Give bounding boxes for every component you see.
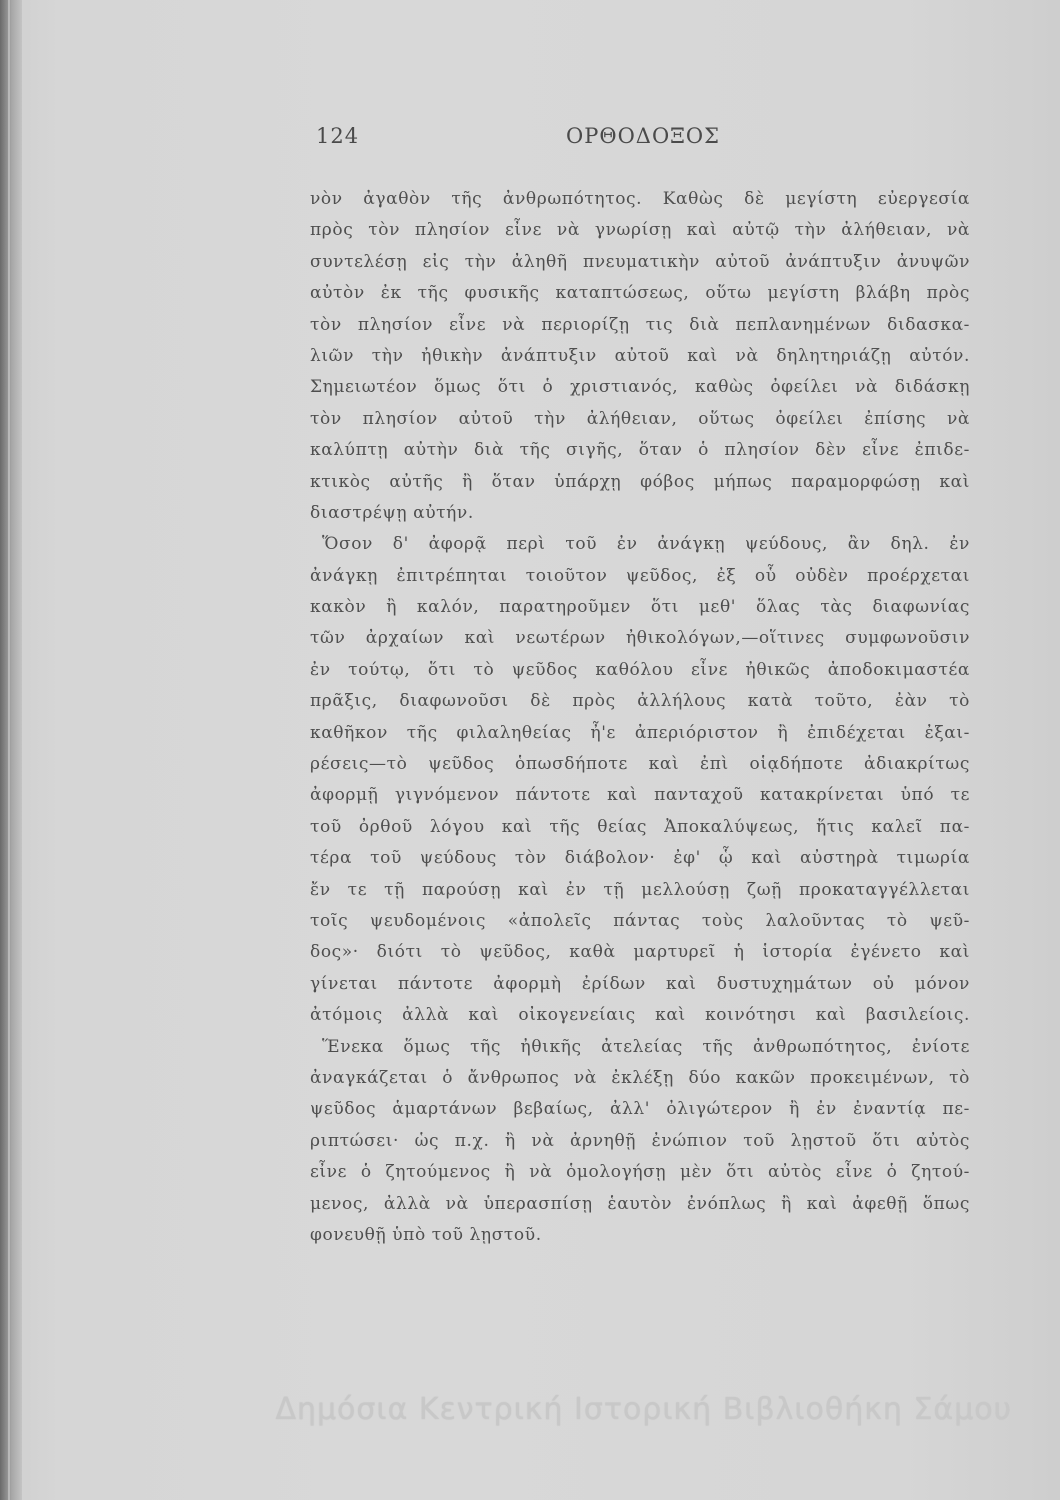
text-line: πρᾶξις, διαφωνοῦσι δὲ πρὸς ἀλλήλους κατὰ τοῦτο, ἐὰν τὸ — [310, 691, 970, 712]
text-line: κτικὸς αὐτῆς ἢ ὅταν ὑπάρχῃ φόβος μήπως παραμορφώσῃ καὶ — [310, 471, 970, 492]
text-line: φονευθῇ ὑπὸ τοῦ λῃστοῦ. — [310, 1224, 542, 1245]
text-line: ἔν τε τῇ παρούσῃ καὶ ἐν τῇ μελλούσῃ ζωῇ προκαταγγέλλεται — [310, 879, 970, 900]
text-line: καλύπτῃ αὐτὴν διὰ τῆς σιγῆς, ὅταν ὁ πλησίον δὲν εἶνε ἐπιδε- — [310, 440, 970, 461]
text-line: ἀτόμοις ἀλλὰ καὶ οἰκογενείαις καὶ κοινότησι καὶ βασιλείοις. — [310, 1005, 970, 1026]
text-line: ψεῦδος ἁμαρτάνων βεβαίως, ἀλλ' ὀλιγώτερον ἢ ἐν ἐναντίᾳ πε- — [310, 1099, 970, 1120]
text-line: πρὸς τὸν πλησίον εἶνε νὰ γνωρίσῃ καὶ αὐτῷ τὴν ἀλήθειαν, νὰ — [310, 220, 970, 241]
text-line: τῶν ἀρχαίων καὶ νεωτέρων ἠθικολόγων,—οἵτινες συμφωνοῦσιν — [310, 628, 970, 649]
text-line: Σημειωτέον ὅμως ὅτι ὁ χριστιανός, καθὼς ὀφείλει νὰ διδάσκῃ — [310, 377, 970, 398]
text-line: ἀναγκάζεται ὁ ἄνθρωπος νὰ ἐκλέξῃ δύο κακῶν προκειμένων, τὸ — [310, 1067, 970, 1088]
library-watermark: Δημόσια Κεντρική Ιστορική Βιβλιοθήκη Σάμου — [275, 1392, 1012, 1427]
text-line: τὸν πλησίον αὐτοῦ τὴν ἀλήθειαν, οὕτως ὀφείλει ἐπίσης νὰ — [310, 408, 970, 429]
text-line: τοῦ ὀρθοῦ λόγου καὶ τῆς θείας Ἀποκαλύψεως, ἥτις καλεῖ πα- — [310, 816, 970, 837]
text-line: μενος, ἀλλὰ νὰ ὑπερασπίσῃ ἑαυτὸν ἐνόπλως ἢ καὶ ἀφεθῇ ὅπως — [310, 1193, 970, 1214]
text-line: Ὅσον δ' ἀφορᾷ περὶ τοῦ ἐν ἀνάγκῃ ψεύδους, ἂν δηλ. ἐν — [322, 534, 970, 555]
text-line: δος»· διότι τὸ ψεῦδος, καθὰ μαρτυρεῖ ἡ ἱστορία ἐγένετο καὶ — [310, 942, 970, 963]
text-line: κακὸν ἢ καλόν, παρατηροῦμεν ὅτι μεθ' ὅλας τὰς διαφωνίας — [310, 597, 970, 618]
text-line: γίνεται πάντοτε ἀφορμὴ ἐρίδων καὶ δυστυχημάτων οὐ μόνον — [310, 973, 970, 994]
text-line: καθῆκον τῆς φιλαληθείας ἦ'ε ἀπεριόριστον ἢ ἐπιδέχεται ἐξαι- — [310, 722, 970, 743]
text-line: συντελέσῃ εἰς τὴν ἀληθῆ πνευματικὴν αὐτοῦ ἀνάπτυξιν ἀνυψῶν — [310, 251, 970, 272]
text-line: λιῶν τὴν ἠθικὴν ἀνάπτυξιν αὐτοῦ καὶ νὰ δηλητηριάζῃ αὐτόν. — [310, 345, 970, 366]
text-line: ρέσεις—τὸ ψεῦδος ὁπωσδήποτε καὶ ἐπὶ οἱᾳδήποτε ἀδιακρίτως — [310, 754, 970, 775]
text-line: Ἕνεκα ὅμως τῆς ἠθικῆς ἀτελείας τῆς ἀνθρωπότητος, ἐνίοτε — [322, 1036, 970, 1057]
text-line: ἐν τούτῳ, ὅτι τὸ ψεῦδος καθόλου εἶνε ἠθικῶς ἀποδοκιμαστέα — [310, 659, 970, 680]
text-line: τοῖς ψευδομένοις «ἀπολεῖς πάντας τοὺς λαλοῦντας τὸ ψεῦ- — [310, 910, 970, 931]
body-text — [310, 184, 970, 1251]
text-line: ἀφορμῇ γιγνόμενον πάντοτε καὶ πανταχοῦ κατακρίνεται ὑπό τε — [310, 785, 970, 806]
running-title: ΟΡΘΟΔΟΞΟΣ — [566, 124, 721, 148]
text-line: νὸν ἀγαθὸν τῆς ἀνθρωπότητος. Καθὼς δὲ μεγίστη εὐεργεσία — [310, 189, 970, 209]
text-line: ριπτώσει· ὡς π.χ. ἢ νὰ ἀρνηθῇ ἐνώπιον τοῦ λῃστοῦ ὅτι αὐτὸς — [310, 1130, 970, 1151]
text-line: εἶνε ὁ ζητούμενος ἢ νὰ ὁμολογήσῃ μὲν ὅτι αὐτὸς εἶνε ὁ ζητού- — [310, 1162, 970, 1183]
page-number: 124 — [316, 124, 360, 148]
page-header — [316, 124, 966, 154]
text-line: αὐτὸν ἐκ τῆς φυσικῆς καταπτώσεως, οὕτω μεγίστη βλάβη πρὸς — [310, 283, 970, 304]
text-line: τέρα τοῦ ψεύδους τὸν διάβολον· ἐφ' ᾧ καὶ αὐστηρὰ τιμωρία — [310, 848, 970, 869]
text-line: ἀνάγκῃ ἐπιτρέπηται τοιοῦτον ψεῦδος, ἐξ οὗ οὐδὲν προέρχεται — [310, 565, 970, 586]
book-binding-edge — [0, 0, 22, 1500]
text-line: διαστρέψῃ αὐτήν. — [310, 502, 474, 523]
text-line: τὸν πλησίον εἶνε νὰ περιορίζῃ τις διὰ πεπλανημένων διδασκα- — [310, 314, 970, 335]
